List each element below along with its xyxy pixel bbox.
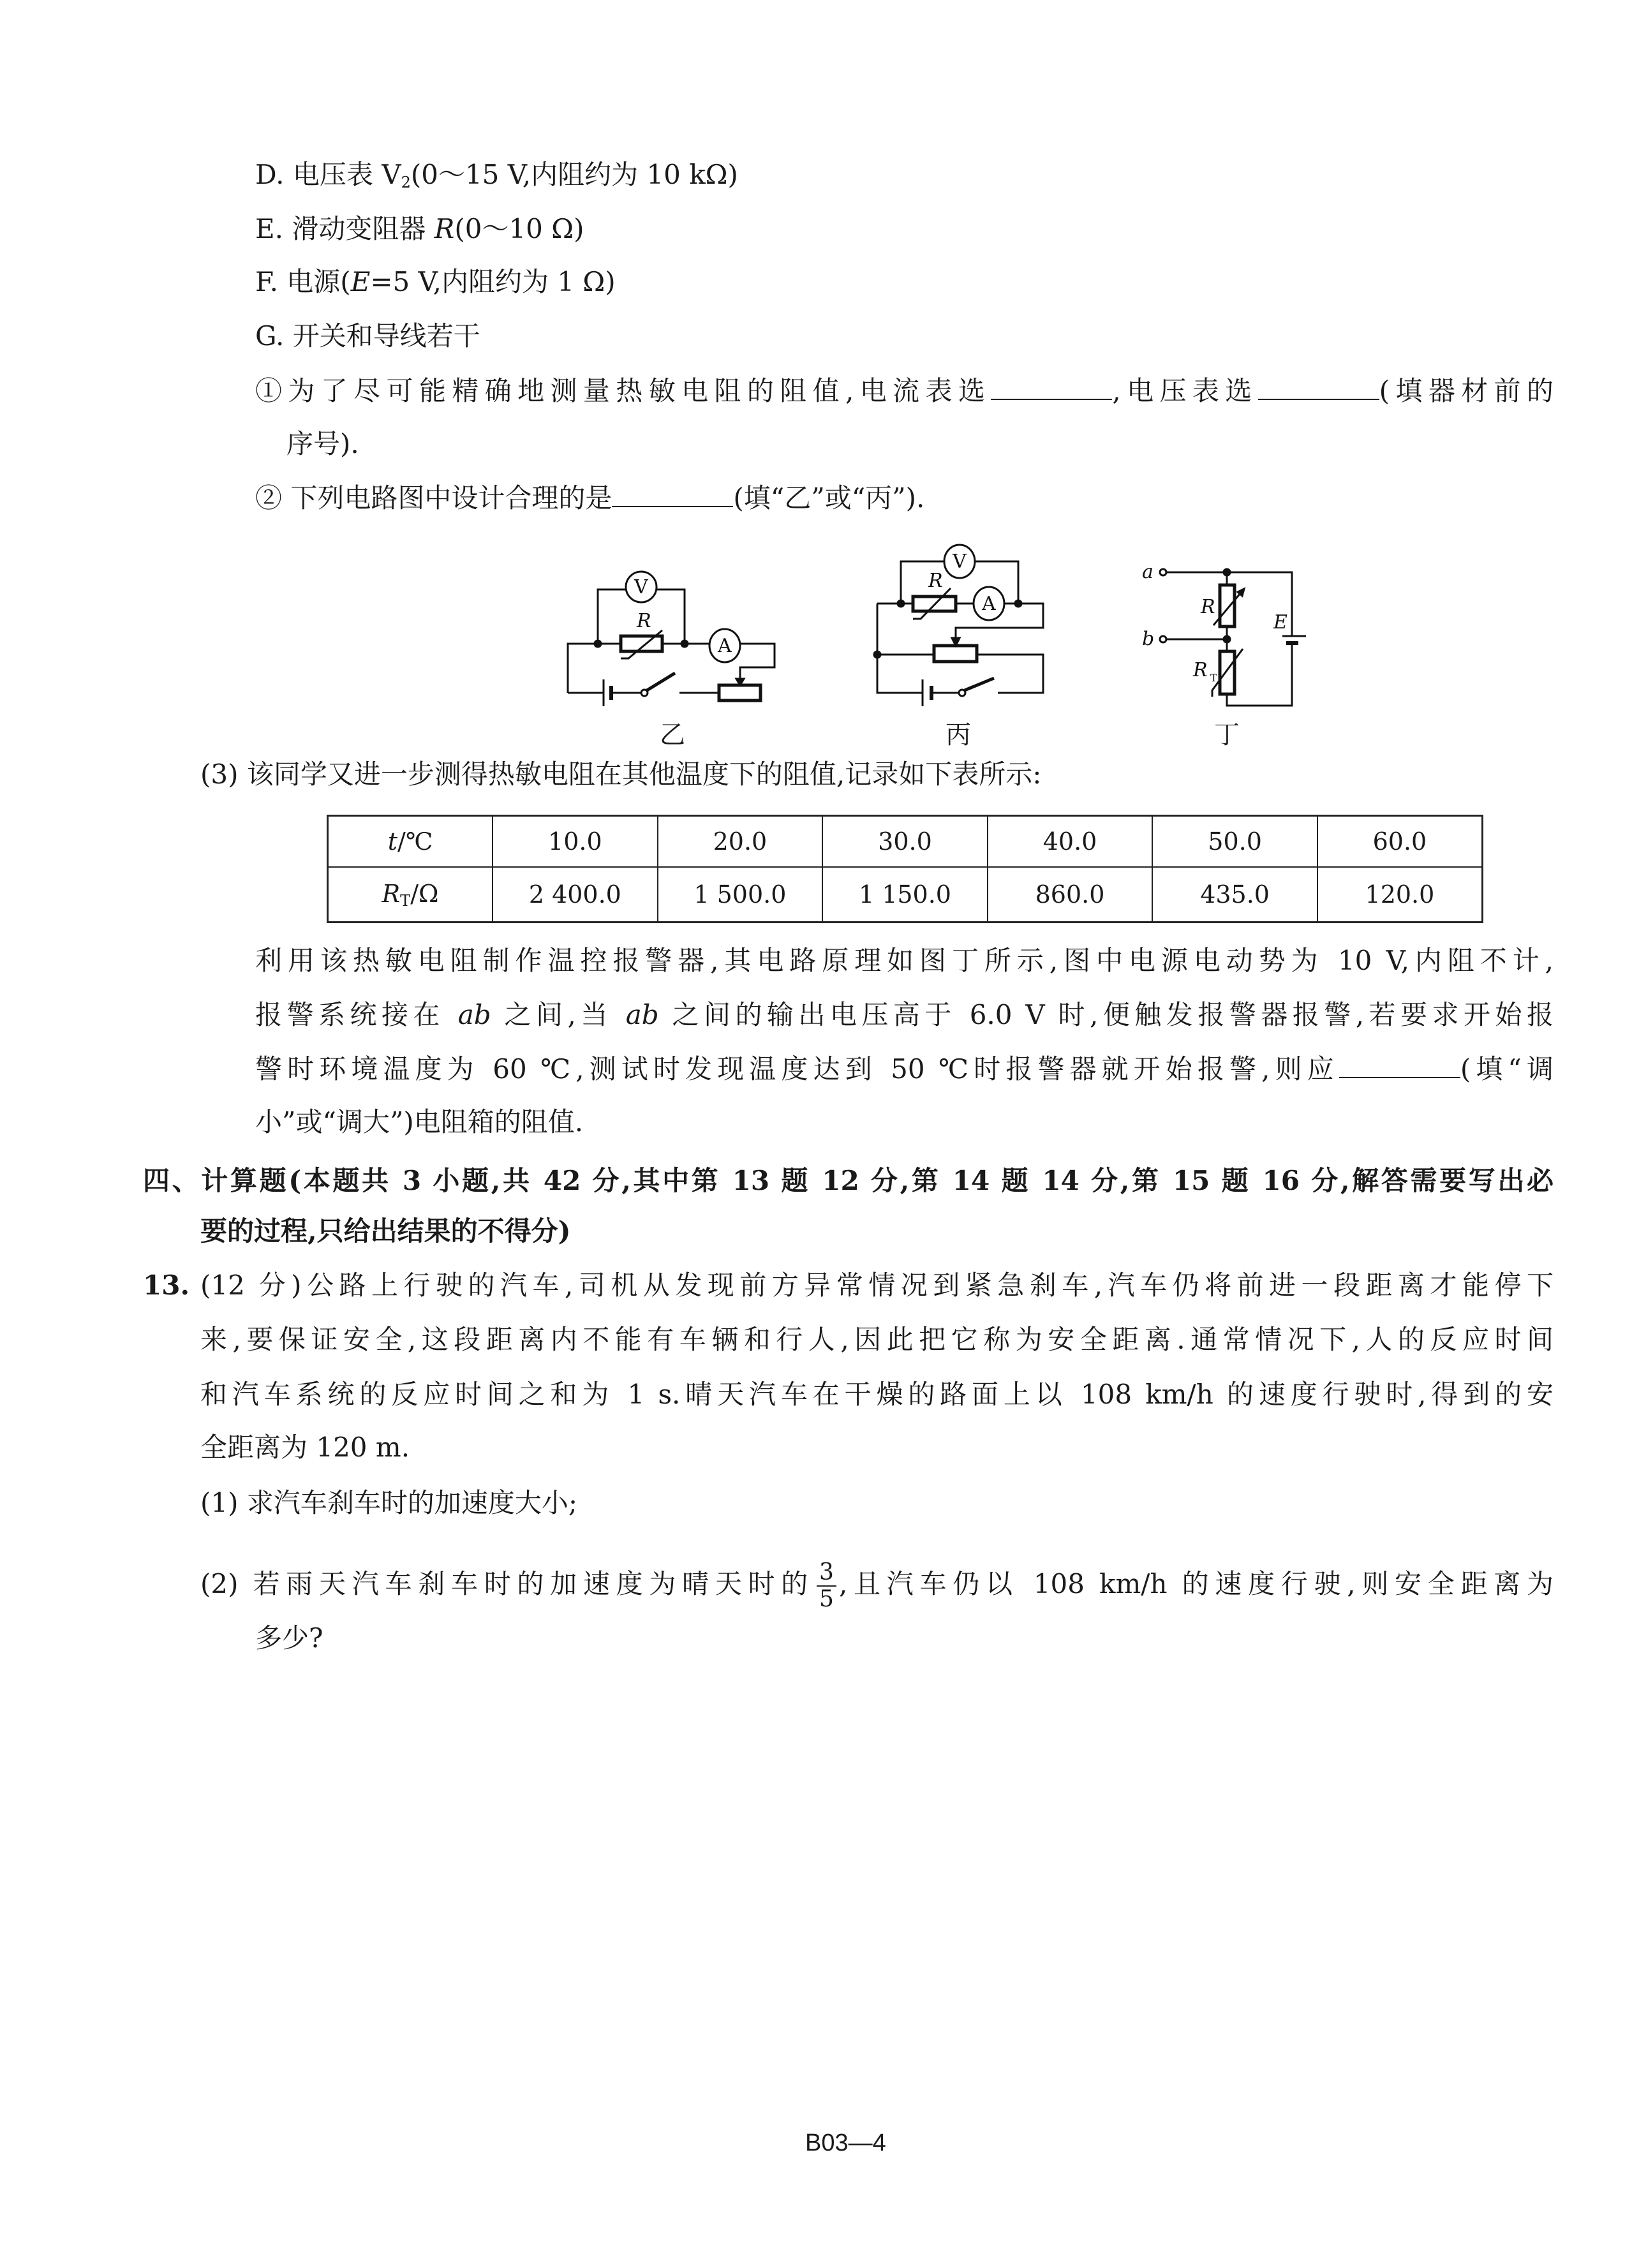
var-r: R	[382, 879, 401, 908]
text: 之间的输出电压高于 6.0 V 时,便触发报警器报警,若要求开始报	[658, 999, 1554, 1030]
text: 报警系统接在	[255, 999, 458, 1030]
table-row	[328, 867, 1483, 922]
item-d-text: D. 电压表 V	[255, 159, 401, 190]
label-rt: R	[1193, 659, 1208, 681]
subscript: 2	[401, 174, 411, 191]
item-f-text2: =5 V,内阻约为 1 Ω)	[370, 266, 616, 297]
item-e-text2: (0～10 Ω)	[454, 213, 584, 244]
answer-blank[interactable]	[612, 480, 733, 507]
question-1	[255, 372, 1554, 410]
label-r: R	[1201, 596, 1215, 618]
text: 警时环境温度为 60 ℃,测试时发现温度达到 50 ℃时报警器就开始报警,则应	[255, 1053, 1339, 1085]
q13-sub2-cont: 多少?	[255, 1622, 323, 1654]
section-heading: 四、计算题(本题共 3 小题,共 42 分,其中第 13 题 12 分,第 14 题 14 分,第 15 题 16 分,解答需要写出必	[143, 1165, 1554, 1196]
label-rt-sub: T	[1210, 672, 1217, 684]
label-r: R	[928, 570, 943, 592]
var-ab: ab	[625, 999, 659, 1030]
table-cell: 435.0	[1152, 867, 1317, 922]
item-g: G. 开关和导线若干	[255, 320, 480, 352]
q13-line: 全距离为 120 m.	[200, 1432, 410, 1463]
var-e: E	[350, 266, 371, 297]
item-d-text2: (0～15 V,内阻约为 10 kΩ)	[410, 159, 738, 190]
circuit-diagrams	[542, 523, 1308, 753]
unit: /℃	[397, 827, 433, 856]
rheostat	[719, 685, 760, 700]
question-2	[255, 479, 924, 517]
question-number: 13.	[143, 1270, 190, 1301]
table-cell: 860.0	[988, 867, 1153, 922]
subscript: T	[400, 891, 411, 910]
item-d	[255, 156, 738, 202]
figure-label-ding: 丁	[1214, 720, 1240, 750]
label-a: A	[718, 635, 732, 657]
table-cell: 20.0	[658, 816, 823, 868]
fraction	[817, 1560, 836, 1612]
q13-sub2	[200, 1555, 1554, 1613]
table-cell: 120.0	[1317, 867, 1483, 922]
label-v: V	[953, 551, 967, 573]
text: 之间,当	[491, 999, 626, 1030]
label-r: R	[637, 610, 651, 632]
table-cell: 60.0	[1317, 816, 1483, 868]
data-table	[327, 815, 1483, 923]
table-cell: 40.0	[988, 816, 1153, 868]
section-heading-cont: 要的过程,只给出结果的不得分)	[200, 1215, 571, 1247]
label-e: E	[1273, 611, 1287, 634]
item-e-text: E. 滑动变阻器	[255, 213, 434, 244]
var-t: t	[387, 827, 398, 856]
answer-blank[interactable]	[1258, 373, 1379, 400]
table-header	[328, 816, 493, 868]
label-v: V	[634, 576, 648, 598]
text: (2) 若雨天汽车刹车时的加速度为晴天时的	[200, 1568, 815, 1599]
figure-label-bing: 丙	[946, 720, 971, 750]
q3-paragraph-line: 小”或“调大”)电阻箱的阻值.	[255, 1106, 584, 1138]
text: (填“调	[1460, 1053, 1554, 1085]
q13-line: 来,要保证安全,这段距离内不能有车辆和行人,因此把它称为安全距离.通常情况下,人的反应时间	[200, 1324, 1554, 1355]
q13-line: (12 分)公路上行驶的汽车,司机从发现前方异常情况到紧急刹车,汽车仍将前进一段距离才能停下	[200, 1270, 1554, 1301]
q2-text2: (填“乙”或“丙”).	[733, 482, 925, 514]
item-e	[255, 210, 584, 248]
figure-label-yi: 乙	[660, 720, 685, 750]
answer-blank[interactable]	[991, 373, 1112, 400]
table-cell: 10.0	[493, 816, 658, 868]
q3-paragraph-line	[255, 1050, 1554, 1088]
label-b-terminal: b	[1142, 628, 1155, 650]
var-r: R	[434, 213, 455, 244]
thermistor	[1220, 651, 1235, 694]
q3-paragraph-line	[255, 996, 1554, 1034]
q1-continued: 序号).	[286, 428, 359, 459]
table-row	[328, 816, 1483, 868]
resistance-box	[1220, 585, 1235, 626]
label-a: A	[982, 593, 996, 615]
page-footer: B03—4	[805, 2130, 886, 2156]
q13-line: 和汽车系统的反应时间之和为 1 s.晴天汽车在干燥的路面上以 108 km/h 的速度行驶时,得到的安	[200, 1379, 1554, 1410]
text: ,且汽车仍以 108 km/h 的速度行驶,则安全距离为	[838, 1568, 1554, 1599]
table-cell: 1 150.0	[822, 867, 988, 922]
circuit-ding	[1160, 569, 1306, 706]
q1-text: ①为了尽可能精确地测量热敏电阻的阻值,电流表选	[255, 375, 991, 406]
item-f	[255, 263, 616, 301]
table-header	[328, 867, 493, 922]
table-cell: 1 500.0	[658, 867, 823, 922]
thermistor	[621, 636, 662, 651]
table-cell: 50.0	[1152, 816, 1317, 868]
q3-paragraph-line: 利用该热敏电阻制作温控报警器,其电路原理如图丁所示,图中电源电动势为 10 V,内阻不计,	[255, 945, 1554, 976]
table-cell: 30.0	[822, 816, 988, 868]
table-cell: 2 400.0	[493, 867, 658, 922]
answer-blank[interactable]	[1339, 1051, 1460, 1078]
q2-text: ② 下列电路图中设计合理的是	[255, 482, 612, 514]
q13-sub1: (1) 求汽车刹车时的加速度大小;	[200, 1487, 577, 1518]
rheostat	[934, 646, 977, 662]
denominator: 5	[819, 1586, 834, 1612]
label-a-terminal: a	[1142, 561, 1154, 583]
item-f-text: F. 电源(	[255, 266, 351, 297]
q3-intro: (3) 该同学又进一步测得热敏电阻在其他温度下的阻值,记录如下表所示:	[200, 759, 1042, 790]
numerator: 3	[817, 1560, 836, 1587]
q1-text3: (填器材前的	[1379, 375, 1554, 406]
circuit-yi	[568, 572, 775, 706]
unit: /Ω	[410, 879, 439, 908]
q1-text2: ,电压表选	[1112, 375, 1258, 406]
var-ab: ab	[457, 999, 491, 1030]
